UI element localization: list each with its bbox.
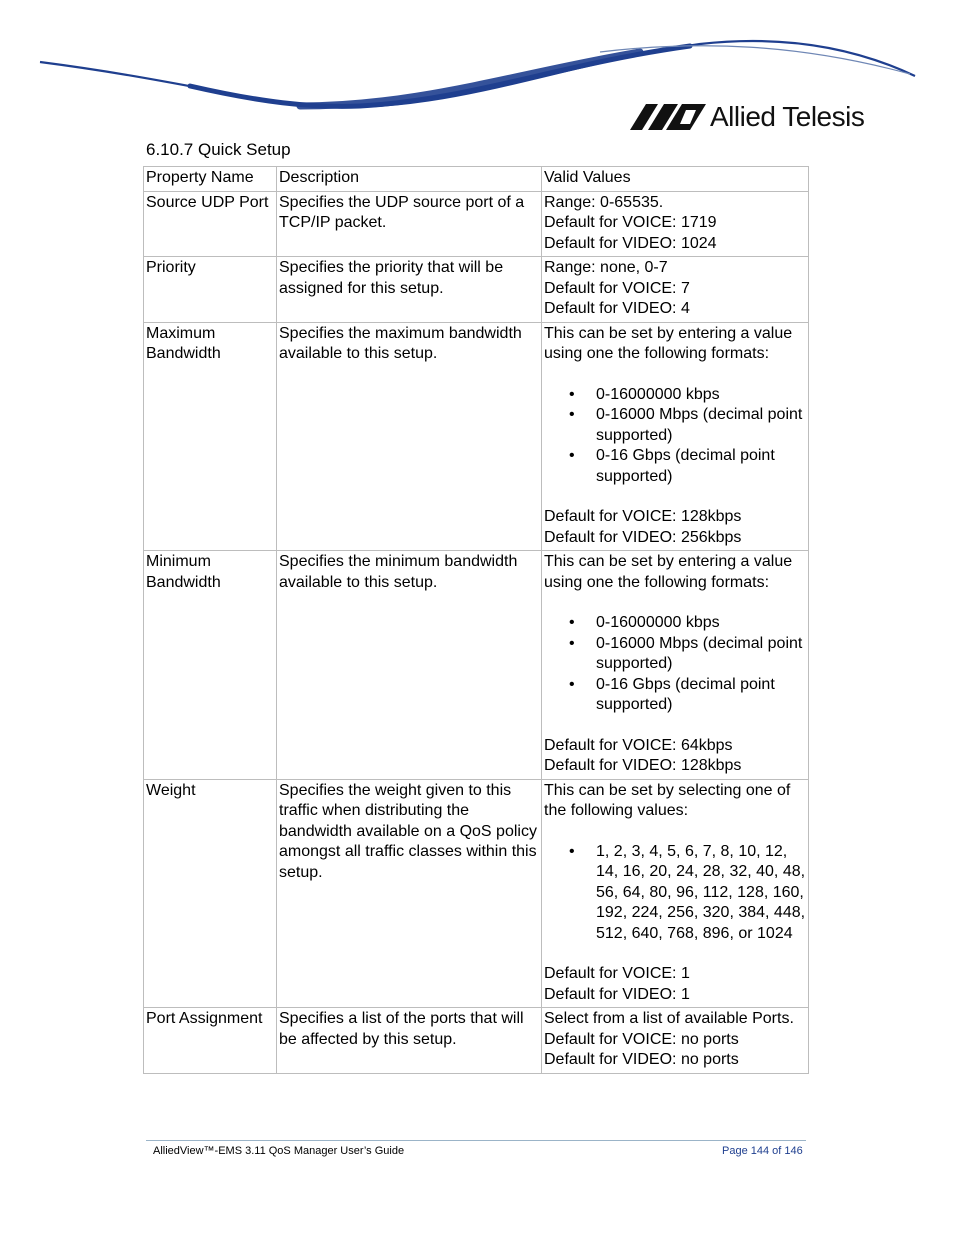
- valid-values-cell: [542, 779, 809, 1008]
- valid-values-line: Default for VIDEO: 256kbps: [544, 528, 742, 546]
- column-header-property-name: Property Name: [144, 167, 277, 192]
- table-row: [144, 322, 809, 551]
- allied-telesis-logo: [630, 100, 864, 134]
- valid-values-line: Default for VOICE: 64kbps: [544, 736, 733, 754]
- valid-values-line: Default for VOICE: no ports: [544, 1030, 739, 1048]
- valid-values-list: [544, 842, 807, 945]
- valid-values-intro: This can be set by selecting one of the following values:: [544, 781, 791, 819]
- table-row: [144, 779, 809, 1008]
- property-name-cell: Maximum Bandwidth: [144, 322, 277, 551]
- footer-document-title: AlliedView™-EMS 3.11 QoS Manager User’s Guide: [153, 1145, 405, 1157]
- valid-values-line: Default for VOICE: 1: [544, 965, 690, 982]
- valid-values-cell: [542, 257, 809, 323]
- list-item: • 0-16 Gbps (decimal point supported): [544, 675, 807, 716]
- list-item: • 0-16000 Mbps (decimal point supported): [544, 405, 807, 446]
- column-header-description: Description: [277, 167, 542, 192]
- valid-values-line: Default for VIDEO: 1024: [544, 234, 717, 252]
- property-name-cell: Minimum Bandwidth: [144, 551, 277, 780]
- valid-values-line: Select from a list of available Ports.: [544, 1010, 794, 1027]
- table-row: [144, 191, 809, 257]
- valid-values-line: Range: none, 0-7: [544, 259, 668, 276]
- list-item: • 0-16000 Mbps (decimal point supported): [544, 634, 807, 675]
- description-cell: Specifies the UDP source port of a TCP/IP packet.: [277, 191, 542, 257]
- property-name-cell: Weight: [144, 779, 277, 1008]
- property-name-cell: Source UDP Port: [144, 191, 277, 257]
- footer-page-number: Page 144 of 146: [722, 1145, 803, 1157]
- list-item: • 0-16000000 kbps: [544, 613, 807, 634]
- table-row: [144, 1008, 809, 1074]
- description-cell: Specifies a list of the ports that will be affected by this setup.: [277, 1008, 542, 1074]
- description-cell: Specifies the minimum bandwidth available to this setup.: [277, 551, 542, 780]
- footer-divider: [146, 1140, 806, 1141]
- valid-values-line: Default for VOICE: 128kbps: [544, 508, 742, 525]
- table-row: [144, 551, 809, 780]
- column-header-valid-values: Valid Values: [542, 167, 809, 192]
- valid-values-intro: This can be set by entering a value using one the following formats:: [544, 324, 793, 362]
- list-item: • 0-16000000 kbps: [544, 385, 807, 406]
- description-cell: Specifies the priority that will be assigned for this setup.: [277, 257, 542, 323]
- valid-values-line: Range: 0-65535.: [544, 193, 664, 211]
- valid-values-line: Default for VOICE: 1719: [544, 214, 717, 231]
- valid-values-cell: [542, 551, 809, 780]
- valid-values-line: Default for VIDEO: 4: [544, 300, 690, 317]
- table-row: [144, 257, 809, 323]
- logo-text: Allied Telesis: [710, 101, 865, 132]
- valid-values-line: Default for VIDEO: 128kbps: [544, 757, 742, 774]
- property-name-cell: Port Assignment: [144, 1008, 277, 1074]
- valid-values-intro: This can be set by entering a value using one the following formats:: [544, 553, 793, 591]
- valid-values-cell: [542, 191, 809, 257]
- section-title: 6.10.7 Quick Setup: [146, 140, 291, 159]
- description-cell: Specifies the maximum bandwidth available to this setup.: [277, 322, 542, 551]
- property-name-cell: Priority: [144, 257, 277, 323]
- table-header-row: [144, 167, 809, 192]
- valid-values-line: Default for VIDEO: 1: [544, 985, 690, 1003]
- valid-values-cell: [542, 322, 809, 551]
- description-cell: Specifies the weight given to this traffic when distributing the bandwidth available on a QoS policy amongst all traffic classes within this setup.: [277, 779, 542, 1008]
- valid-values-list: [544, 613, 807, 716]
- valid-values-list: [544, 385, 807, 488]
- valid-values-cell: [542, 1008, 809, 1074]
- allied-telesis-mark-icon: [630, 104, 706, 130]
- list-item: • 0-16 Gbps (decimal point supported): [544, 446, 807, 487]
- list-item: • 1, 2, 3, 4, 5, 6, 7, 8, 10, 12, 14, 16, 20, 24, 28, 32, 40, 48, 56, 64, 80, 96, 112, 128, 160, 192, 224, 256, 320, 384, 448, 512, 640, 768, 896, or 1024: [544, 842, 807, 945]
- valid-values-line: Default for VIDEO: no ports: [544, 1051, 739, 1068]
- valid-values-line: Default for VOICE: 7: [544, 279, 690, 297]
- quick-setup-table: [143, 166, 809, 1074]
